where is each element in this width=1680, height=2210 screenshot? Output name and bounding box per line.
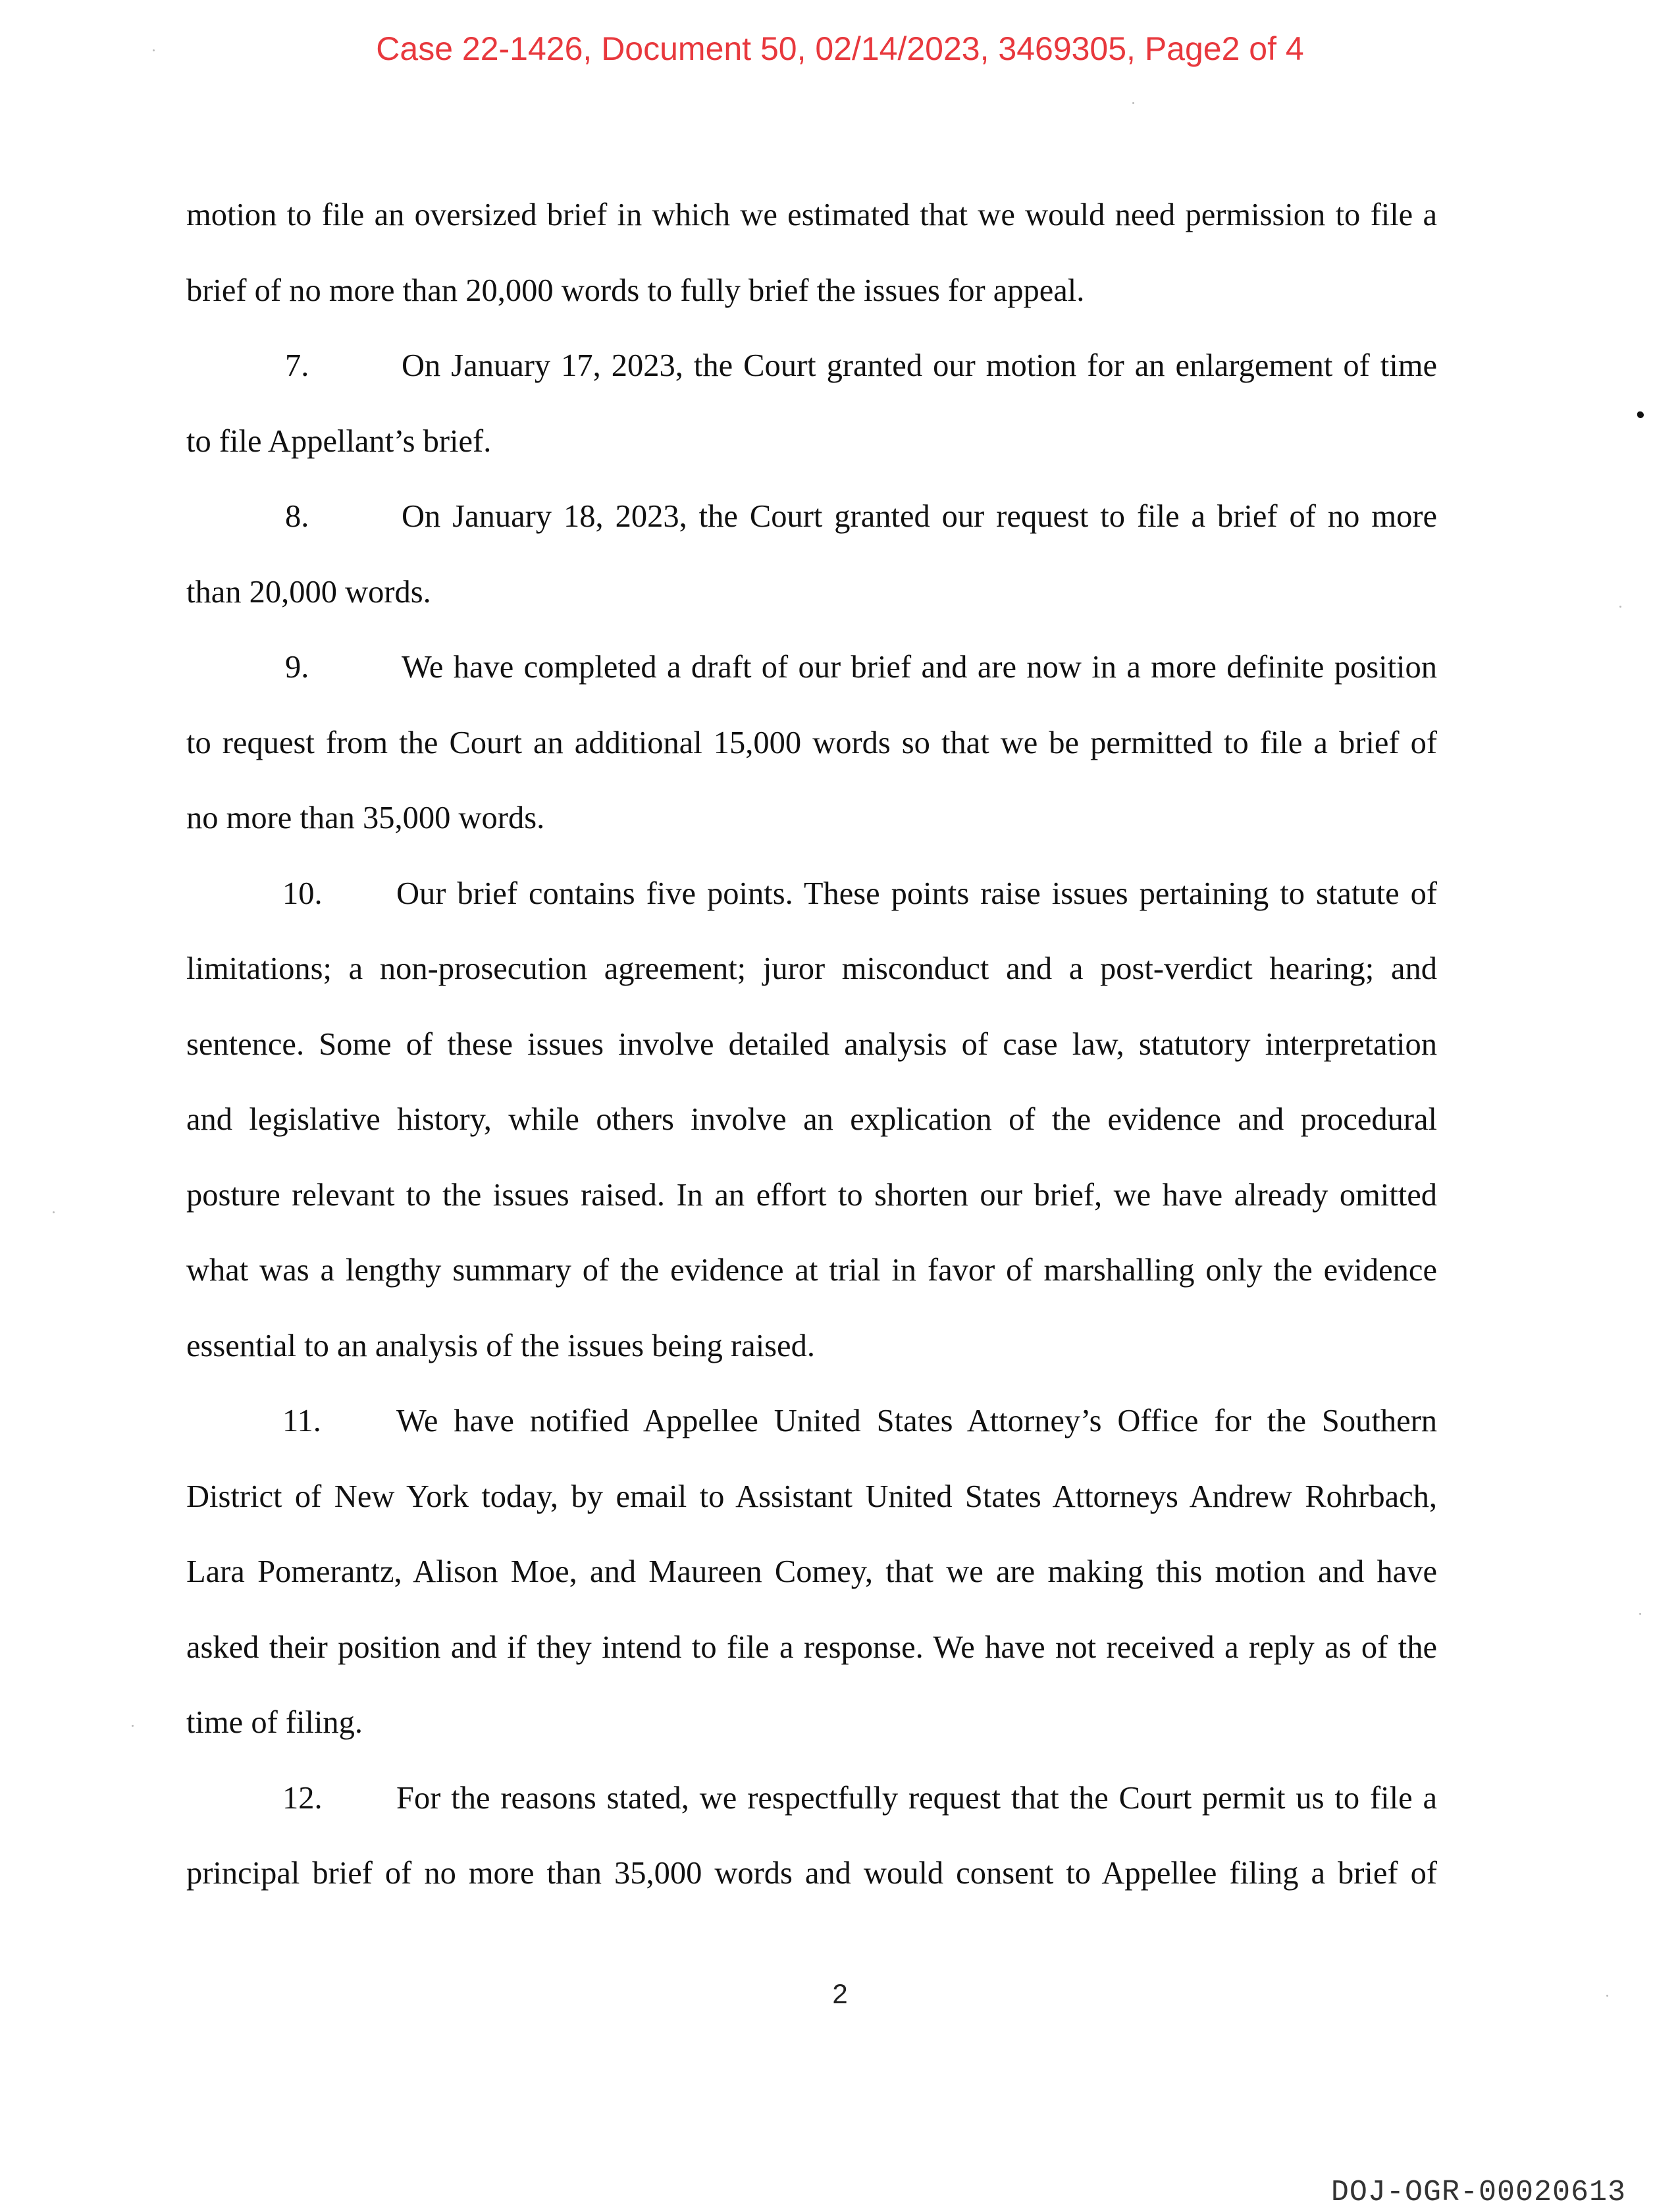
numbered-paragraph bbox=[186, 479, 1437, 630]
line-text: Lara Pomerantz, Alison Moe, and Maureen Comey, that we are making this motion and have bbox=[186, 1554, 1437, 1589]
line-text: On January 17, 2023, the Court granted our motion for an enlargement of time bbox=[402, 348, 1437, 383]
scan-speck bbox=[1637, 411, 1644, 418]
numbered-paragraph bbox=[186, 856, 1437, 1384]
text-line bbox=[186, 1460, 1437, 1535]
line-text: essential to an analysis of the issues being raised. bbox=[186, 1328, 815, 1363]
paragraph-number: 9. bbox=[285, 650, 309, 685]
bates-number: DOJ-OGR-00020613 bbox=[1330, 2176, 1626, 2209]
text-line bbox=[186, 1535, 1437, 1610]
text-line bbox=[186, 706, 1437, 781]
line-text: We have notified Appellee United States Attorney’s Office for the Southern bbox=[396, 1404, 1437, 1438]
scan-dot bbox=[153, 49, 155, 51]
scan-dot bbox=[1619, 606, 1621, 608]
case-header-stamp: Case 22-1426, Document 50, 02/14/2023, 3469305, Page2 of 4 bbox=[376, 30, 1304, 67]
scan-dot bbox=[132, 1725, 134, 1727]
text-line bbox=[186, 856, 1437, 932]
line-text: to request from the Court an additional 15,000 words so that we be permitted to file a brief of bbox=[186, 725, 1437, 760]
scan-dot bbox=[1639, 1613, 1641, 1615]
text-line bbox=[186, 1384, 1437, 1460]
scan-dot bbox=[53, 1211, 55, 1213]
text-line bbox=[186, 329, 1437, 404]
document-body bbox=[186, 178, 1437, 1912]
text-line bbox=[186, 1761, 1437, 1837]
text-line bbox=[186, 1836, 1437, 1912]
numbered-paragraph bbox=[186, 1384, 1437, 1761]
text-line bbox=[186, 781, 1437, 856]
line-text: motion to file an oversized brief in which we estimated that we would need permission to file a bbox=[186, 197, 1437, 232]
line-text: no more than 35,000 words. bbox=[186, 801, 545, 835]
text-line bbox=[186, 1233, 1437, 1309]
text-line bbox=[186, 479, 1437, 555]
line-text: than 20,000 words. bbox=[186, 574, 431, 610]
line-text: District of New York today, by email to Assistant United States Attorneys Andrew Rohrbach, bbox=[186, 1479, 1437, 1514]
scan-dot bbox=[1606, 1995, 1608, 1997]
paragraph-number: 8. bbox=[285, 499, 309, 534]
paragraph-number: 7. bbox=[285, 348, 309, 383]
text-line bbox=[186, 1685, 1437, 1761]
text-line bbox=[186, 253, 1437, 329]
text-line bbox=[186, 1610, 1437, 1686]
line-text: what was a lengthy summary of the evidence at trial in favor of marshalling only the evidence bbox=[186, 1253, 1437, 1288]
line-text: time of filing. bbox=[186, 1705, 363, 1740]
paragraph-number: 11. bbox=[282, 1404, 321, 1438]
text-line bbox=[186, 630, 1437, 706]
text-line bbox=[186, 555, 1437, 631]
line-text: and legislative history, while others involve an explication of the evidence and procedural bbox=[186, 1102, 1437, 1137]
numbered-paragraph bbox=[186, 329, 1437, 479]
line-text: to file Appellant’s brief. bbox=[186, 423, 492, 459]
line-text: asked their position and if they intend to file a response. We have not received a reply as of the bbox=[186, 1629, 1437, 1665]
line-text: posture relevant to the issues raised. In an effort to shorten our brief, we have already omitted bbox=[186, 1177, 1437, 1213]
numbered-paragraph bbox=[186, 630, 1437, 856]
text-line bbox=[186, 1007, 1437, 1083]
line-text: limitations; a non-prosecution agreement; juror misconduct and a post-verdict hearing; and bbox=[186, 951, 1437, 986]
page-number: 2 bbox=[832, 1978, 848, 2009]
scan-dot bbox=[1132, 102, 1134, 104]
paragraph-number: 10. bbox=[282, 876, 323, 911]
line-text: For the reasons stated, we respectfully request that the Court permit us to file a bbox=[396, 1780, 1437, 1816]
text-line bbox=[186, 1309, 1437, 1384]
line-text: We have completed a draft of our brief and are now in a more definite position bbox=[402, 650, 1437, 685]
text-line bbox=[186, 1082, 1437, 1158]
text-line bbox=[186, 932, 1437, 1007]
line-text: Our brief contains five points. These points raise issues pertaining to statute of bbox=[396, 876, 1437, 911]
paragraph-number: 12. bbox=[282, 1780, 323, 1816]
numbered-paragraph bbox=[186, 1761, 1437, 1912]
line-text: sentence. Some of these issues involve detailed analysis of case law, statutory interpretation bbox=[186, 1026, 1437, 1062]
text-line bbox=[186, 404, 1437, 480]
text-line bbox=[186, 178, 1437, 253]
line-text: brief of no more than 20,000 words to fully brief the issues for appeal. bbox=[186, 273, 1085, 308]
line-text: On January 18, 2023, the Court granted our request to file a brief of no more bbox=[402, 499, 1437, 534]
paragraph-continuation bbox=[186, 178, 1437, 329]
text-line bbox=[186, 1158, 1437, 1234]
line-text: principal brief of no more than 35,000 words and would consent to Appellee filing a brief of bbox=[186, 1856, 1437, 1891]
